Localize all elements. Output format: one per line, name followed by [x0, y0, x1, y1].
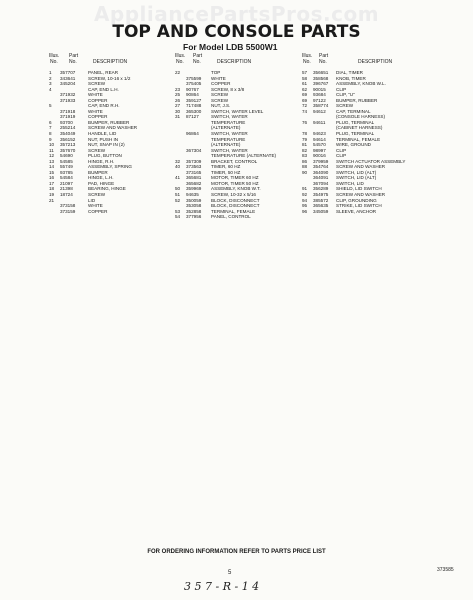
model-line: For Model LDB 5500W1: [183, 42, 278, 52]
illus-number: 50: [175, 186, 181, 192]
part-number: 379959: [313, 158, 329, 164]
header-no: No.: [176, 59, 184, 65]
part-description: CAP, TERMINAL: [336, 108, 371, 114]
part-number: 357309: [186, 158, 202, 164]
parts-column-2: [175, 54, 300, 220]
part-description: SCREW: [88, 81, 106, 87]
part-number: 96864: [186, 131, 199, 137]
part-description: TIMER, 60 HZ: [211, 164, 241, 170]
part-number: 93684: [313, 92, 326, 98]
part-description: COPPER: [88, 114, 108, 120]
illus-number: 96: [302, 208, 308, 214]
illus-number: 41: [175, 175, 181, 181]
part-number: 373563: [186, 164, 202, 170]
part-number: 55749: [60, 164, 73, 170]
header-illus: Illus.: [49, 53, 60, 59]
illus-number: 91: [302, 186, 308, 192]
illus-number: 23: [175, 86, 181, 92]
part-number: 21398: [60, 186, 73, 192]
document-id: 373585: [437, 567, 454, 573]
illus-number: 82: [302, 147, 308, 153]
illus-number: 7: [49, 125, 52, 131]
illus-number: 88: [302, 164, 308, 170]
part-description: COPPER: [211, 81, 231, 87]
part-description: SCREW: [211, 92, 229, 98]
part-number: 373158: [60, 203, 76, 209]
header-no: No.: [303, 59, 311, 65]
part-number: 359969: [186, 186, 202, 192]
part-description: (ALTERNATE): [211, 142, 241, 148]
part-number: 94614: [313, 136, 326, 142]
illus-number: 62: [302, 86, 308, 92]
part-number: 94623: [313, 131, 326, 137]
illus-number: 54: [175, 214, 181, 220]
part-number: 359127: [186, 97, 202, 103]
part-description: BLOCK, DISCONNECT: [211, 197, 260, 203]
illus-number: 17: [49, 180, 55, 186]
part-description: SWITCH, WATER: [211, 114, 248, 120]
illus-number: 9: [49, 136, 52, 142]
part-number: 345204: [60, 81, 76, 87]
illus-number: 72: [302, 103, 308, 109]
part-description: SWITCH, LID (ALT): [336, 169, 377, 175]
part-description: SWITCH, WATER LEVEL: [211, 108, 264, 114]
header-part-no: No.: [319, 59, 327, 65]
part-description: SCREW: [336, 103, 354, 109]
illus-number: 92: [302, 192, 308, 198]
part-number: 54585: [60, 158, 73, 164]
illus-number: 61: [302, 81, 308, 87]
part-description: CLIP: [336, 153, 347, 159]
part-number: 21097: [60, 180, 73, 186]
part-number: 358774: [313, 103, 329, 109]
parts-row: [302, 209, 462, 215]
part-description: CAP, END R.H.: [88, 103, 120, 109]
header-part: Part: [69, 53, 79, 59]
illus-number: 90: [302, 169, 308, 175]
part-description: PLUG, TERMINAL: [336, 119, 375, 125]
part-number: 94635: [186, 192, 199, 198]
part-description: SCREW, 8 x 3/8: [211, 86, 245, 92]
part-description: TIMER, 50 HZ: [211, 169, 241, 175]
part-description: SLEEVE, ANCHOR: [336, 208, 377, 214]
illus-number: 16: [49, 175, 55, 181]
part-description: SCREW AND WASHER: [88, 125, 138, 131]
part-description: BLOCK, DISCONNECT: [211, 203, 260, 209]
part-number: 18724: [60, 192, 73, 198]
part-number: 350059: [186, 197, 202, 203]
part-description: SCREW AND WASHER: [336, 164, 386, 170]
illus-number: 19: [49, 192, 55, 198]
part-number: 93785: [60, 169, 73, 175]
part-number: 396767: [313, 81, 329, 87]
part-number: 357213: [60, 142, 76, 148]
part-number: 367094: [313, 180, 329, 186]
illus-number: 78: [302, 131, 308, 137]
illus-number: 52: [175, 197, 181, 203]
part-description: MOTOR, TIMER 60 HZ: [211, 175, 259, 181]
part-description: SCREW: [88, 192, 106, 198]
illus-number: 5: [49, 103, 52, 109]
column-header: [302, 54, 462, 70]
part-description: BUMPER, RUBBER: [88, 119, 130, 125]
part-number: 717488: [186, 103, 202, 109]
part-number: 364091: [313, 175, 329, 181]
ordering-footer: FOR ORDERING INFORMATION REFER TO PARTS PRICE LIST: [147, 549, 326, 555]
illus-number: 69: [302, 97, 308, 103]
illus-number: 22: [175, 70, 181, 75]
part-number: 354049: [60, 131, 76, 137]
part-description: TEMPERATURE: [211, 119, 246, 125]
illus-number: 53: [175, 208, 181, 214]
part-description: CLIP: [336, 147, 347, 153]
parts-row: [49, 209, 177, 215]
part-description: TEMPERATURE: [211, 136, 246, 142]
part-description: HINGE, L.H.: [88, 175, 114, 181]
part-number: 87127: [186, 114, 199, 120]
header-description: DESCRIPTION: [217, 59, 252, 65]
part-description: SCREW, 10-32 x 5/16: [211, 192, 256, 198]
illus-number: 2: [49, 75, 52, 81]
column-header: [49, 54, 177, 70]
part-description: SHIELD, LID SWITCH: [336, 186, 382, 192]
part-number: 94612: [313, 108, 326, 114]
part-number: 371933: [60, 97, 76, 103]
part-description: BUMPER: [88, 169, 108, 175]
part-number: 354764: [313, 164, 329, 170]
part-description: LID: [88, 197, 96, 203]
part-description: COPPER: [88, 97, 108, 103]
part-description: (CONSOLE HARNESS): [336, 114, 386, 120]
part-description: SWITCH, LID (ALT): [336, 175, 377, 181]
header-part-no: No.: [69, 59, 77, 65]
parts-row: [175, 214, 300, 220]
part-description: NUT, SNAP IN (2): [88, 142, 125, 148]
part-number: 90016: [313, 153, 326, 159]
illus-number: 13: [49, 158, 55, 164]
part-number: 54584: [60, 175, 73, 181]
header-description: DESCRIPTION: [93, 59, 128, 65]
part-number: 357670: [60, 147, 76, 153]
illus-number: 26: [175, 97, 181, 103]
part-description: KNOB, TIMER: [336, 75, 366, 81]
header-illus: Illus.: [302, 53, 313, 59]
illus-number: 3: [49, 81, 52, 87]
illus-number: 18: [49, 186, 55, 192]
part-number: 371932: [60, 92, 76, 98]
part-number: 371918: [60, 108, 76, 114]
part-number: 357707: [60, 70, 76, 75]
parts-column-3: [302, 54, 462, 214]
part-number: 94611: [313, 119, 326, 125]
part-number: 343641: [60, 75, 76, 81]
part-description: SWITCH ACTUATOR ASSEMBLY: [336, 158, 406, 164]
part-description: SWITCH, LID: [336, 180, 364, 186]
part-number: 54690: [60, 153, 73, 159]
illus-number: 40: [175, 164, 181, 170]
illus-number: 94: [302, 197, 308, 203]
part-description: TEMPERATURE (ALTERNATE): [211, 153, 277, 159]
part-number: 385572: [313, 197, 329, 203]
part-number: 54570: [313, 142, 326, 148]
part-description: WHITE: [88, 108, 103, 114]
illus-number: 6: [49, 119, 52, 125]
page-title: TOP AND CONSOLE PARTS: [112, 22, 361, 42]
part-number: 375599: [186, 75, 202, 81]
part-number: 356289: [313, 186, 329, 192]
illus-number: 86: [302, 158, 308, 164]
page-number: 5: [228, 570, 232, 576]
part-number: 345059: [313, 208, 329, 214]
part-description: WIRE, GROUND: [336, 142, 371, 148]
part-description: CAP, END L.H.: [88, 86, 119, 92]
illus-number: 8: [49, 131, 52, 137]
part-description: HINGE, R.H.: [88, 158, 115, 164]
part-description: PANEL, REAR: [88, 70, 119, 75]
part-number: 90015: [313, 86, 326, 92]
illus-number: 83: [302, 153, 308, 159]
part-number: 365300: [186, 108, 202, 114]
part-description: STRIKE, LID SWITCH: [336, 203, 382, 209]
handwritten-note: 3 5 7 - R - 1 4: [184, 580, 260, 593]
part-description: NUT, PUSH IN: [88, 136, 119, 142]
part-description: SCREW AND WASHER: [336, 192, 386, 198]
part-description: (CABINET HARNESS): [336, 125, 383, 131]
part-description: PAD, HINGE: [88, 180, 115, 186]
part-description: SCREW: [211, 97, 229, 103]
part-description: SWITCH, WATER: [211, 131, 248, 137]
part-description: TOP: [211, 70, 221, 75]
illus-number: 15: [49, 169, 55, 175]
part-number: 90864: [186, 92, 199, 98]
illus-number: 1: [49, 70, 52, 75]
part-description: BRACKET, CONTROL: [211, 158, 258, 164]
illus-number: 58: [302, 75, 308, 81]
part-description: SCREW: [88, 147, 106, 153]
part-number: 365635: [313, 203, 329, 209]
part-number: 365681: [186, 175, 202, 181]
part-number: 373165: [186, 169, 202, 175]
part-description: PANEL, CONTROL: [211, 214, 251, 220]
part-description: WHITE: [88, 203, 103, 209]
header-part: Part: [193, 53, 203, 59]
illus-number: 30: [175, 108, 181, 114]
part-number: 375405: [186, 81, 202, 87]
part-number: 358568: [313, 75, 329, 81]
part-number: 93700: [60, 119, 73, 125]
illus-number: 51: [175, 192, 181, 198]
part-description: BEARING, HINGE: [88, 186, 126, 192]
part-description: TERMINAL, FEMALE: [211, 208, 256, 214]
illus-number: 21: [49, 197, 55, 203]
header-part-no: No.: [193, 59, 201, 65]
part-description: NUT, J.S.: [211, 103, 231, 109]
illus-number: 32: [175, 158, 181, 164]
part-number: 353058: [186, 203, 202, 209]
part-description: COPPER: [88, 208, 108, 214]
part-number: 255214: [60, 125, 76, 131]
part-description: MOTOR, TIMER 50 HZ: [211, 180, 259, 186]
part-number: 98997: [313, 147, 326, 153]
illus-number: 10: [49, 142, 55, 148]
part-number: 364090: [313, 169, 329, 175]
part-description: SWITCH, WATER: [211, 147, 248, 153]
illus-number: 14: [49, 164, 55, 170]
header-no: No.: [50, 59, 58, 65]
illus-number: 27: [175, 103, 181, 109]
illus-number: 57: [302, 70, 308, 75]
part-number: 377956: [186, 214, 202, 220]
part-description: CLIP: [336, 86, 347, 92]
parts-column-1: [49, 54, 177, 214]
part-description: CLIP, "U": [336, 92, 355, 98]
part-description: SCREW, 10-16 x 1/2: [88, 75, 131, 81]
illus-number: 79: [302, 136, 308, 142]
illus-number: 4: [49, 86, 52, 92]
part-description: WHITE: [88, 92, 103, 98]
part-number: 371919: [60, 114, 76, 120]
part-description: (ALTERNATE): [211, 125, 241, 131]
illus-number: 11: [49, 147, 54, 153]
part-number: 354975: [313, 192, 329, 198]
part-description: HANDLE, LID: [88, 131, 117, 137]
header-illus: Illus.: [175, 53, 186, 59]
part-description: BUMPER, RUBBER: [336, 97, 378, 103]
illus-number: 69: [302, 92, 308, 98]
part-description: WHITE: [211, 75, 226, 81]
part-description: PLUG, TERMINAL: [336, 131, 375, 137]
illus-number: 12: [49, 153, 55, 159]
part-number: 356152: [60, 136, 76, 142]
illus-number: 74: [302, 108, 308, 114]
part-description: ASSEMBLY, KNOB W.L.: [336, 81, 386, 87]
part-number: 352858: [186, 208, 202, 214]
part-number: 97122: [313, 97, 326, 103]
part-description: ASSEMBLY, KNOB W.T.: [211, 186, 261, 192]
part-number: 367304: [186, 147, 202, 153]
illus-number: 76: [302, 119, 308, 125]
header-part: Part: [319, 53, 329, 59]
part-number: 90767: [186, 86, 199, 92]
part-description: ASSEMBLY, SPRING: [88, 164, 132, 170]
part-description: PLUG, BUTTON: [88, 153, 122, 159]
watermark: AppliancePartsPros.com: [93, 2, 380, 26]
part-number: 373159: [60, 208, 76, 214]
illus-number: 25: [175, 92, 181, 98]
header-description: DESCRIPTION: [358, 59, 393, 65]
illus-number: 95: [302, 203, 308, 209]
part-description: CLIP, GROUNDING: [336, 197, 377, 203]
part-description: DIAL, TIMER: [336, 70, 363, 75]
part-number: 356651: [313, 70, 329, 75]
illus-number: 81: [302, 142, 308, 148]
illus-number: 31: [175, 114, 181, 120]
part-description: TERMINAL, FEMALE: [336, 136, 381, 142]
column-header: [175, 54, 300, 70]
part-number: 365682: [186, 180, 202, 186]
